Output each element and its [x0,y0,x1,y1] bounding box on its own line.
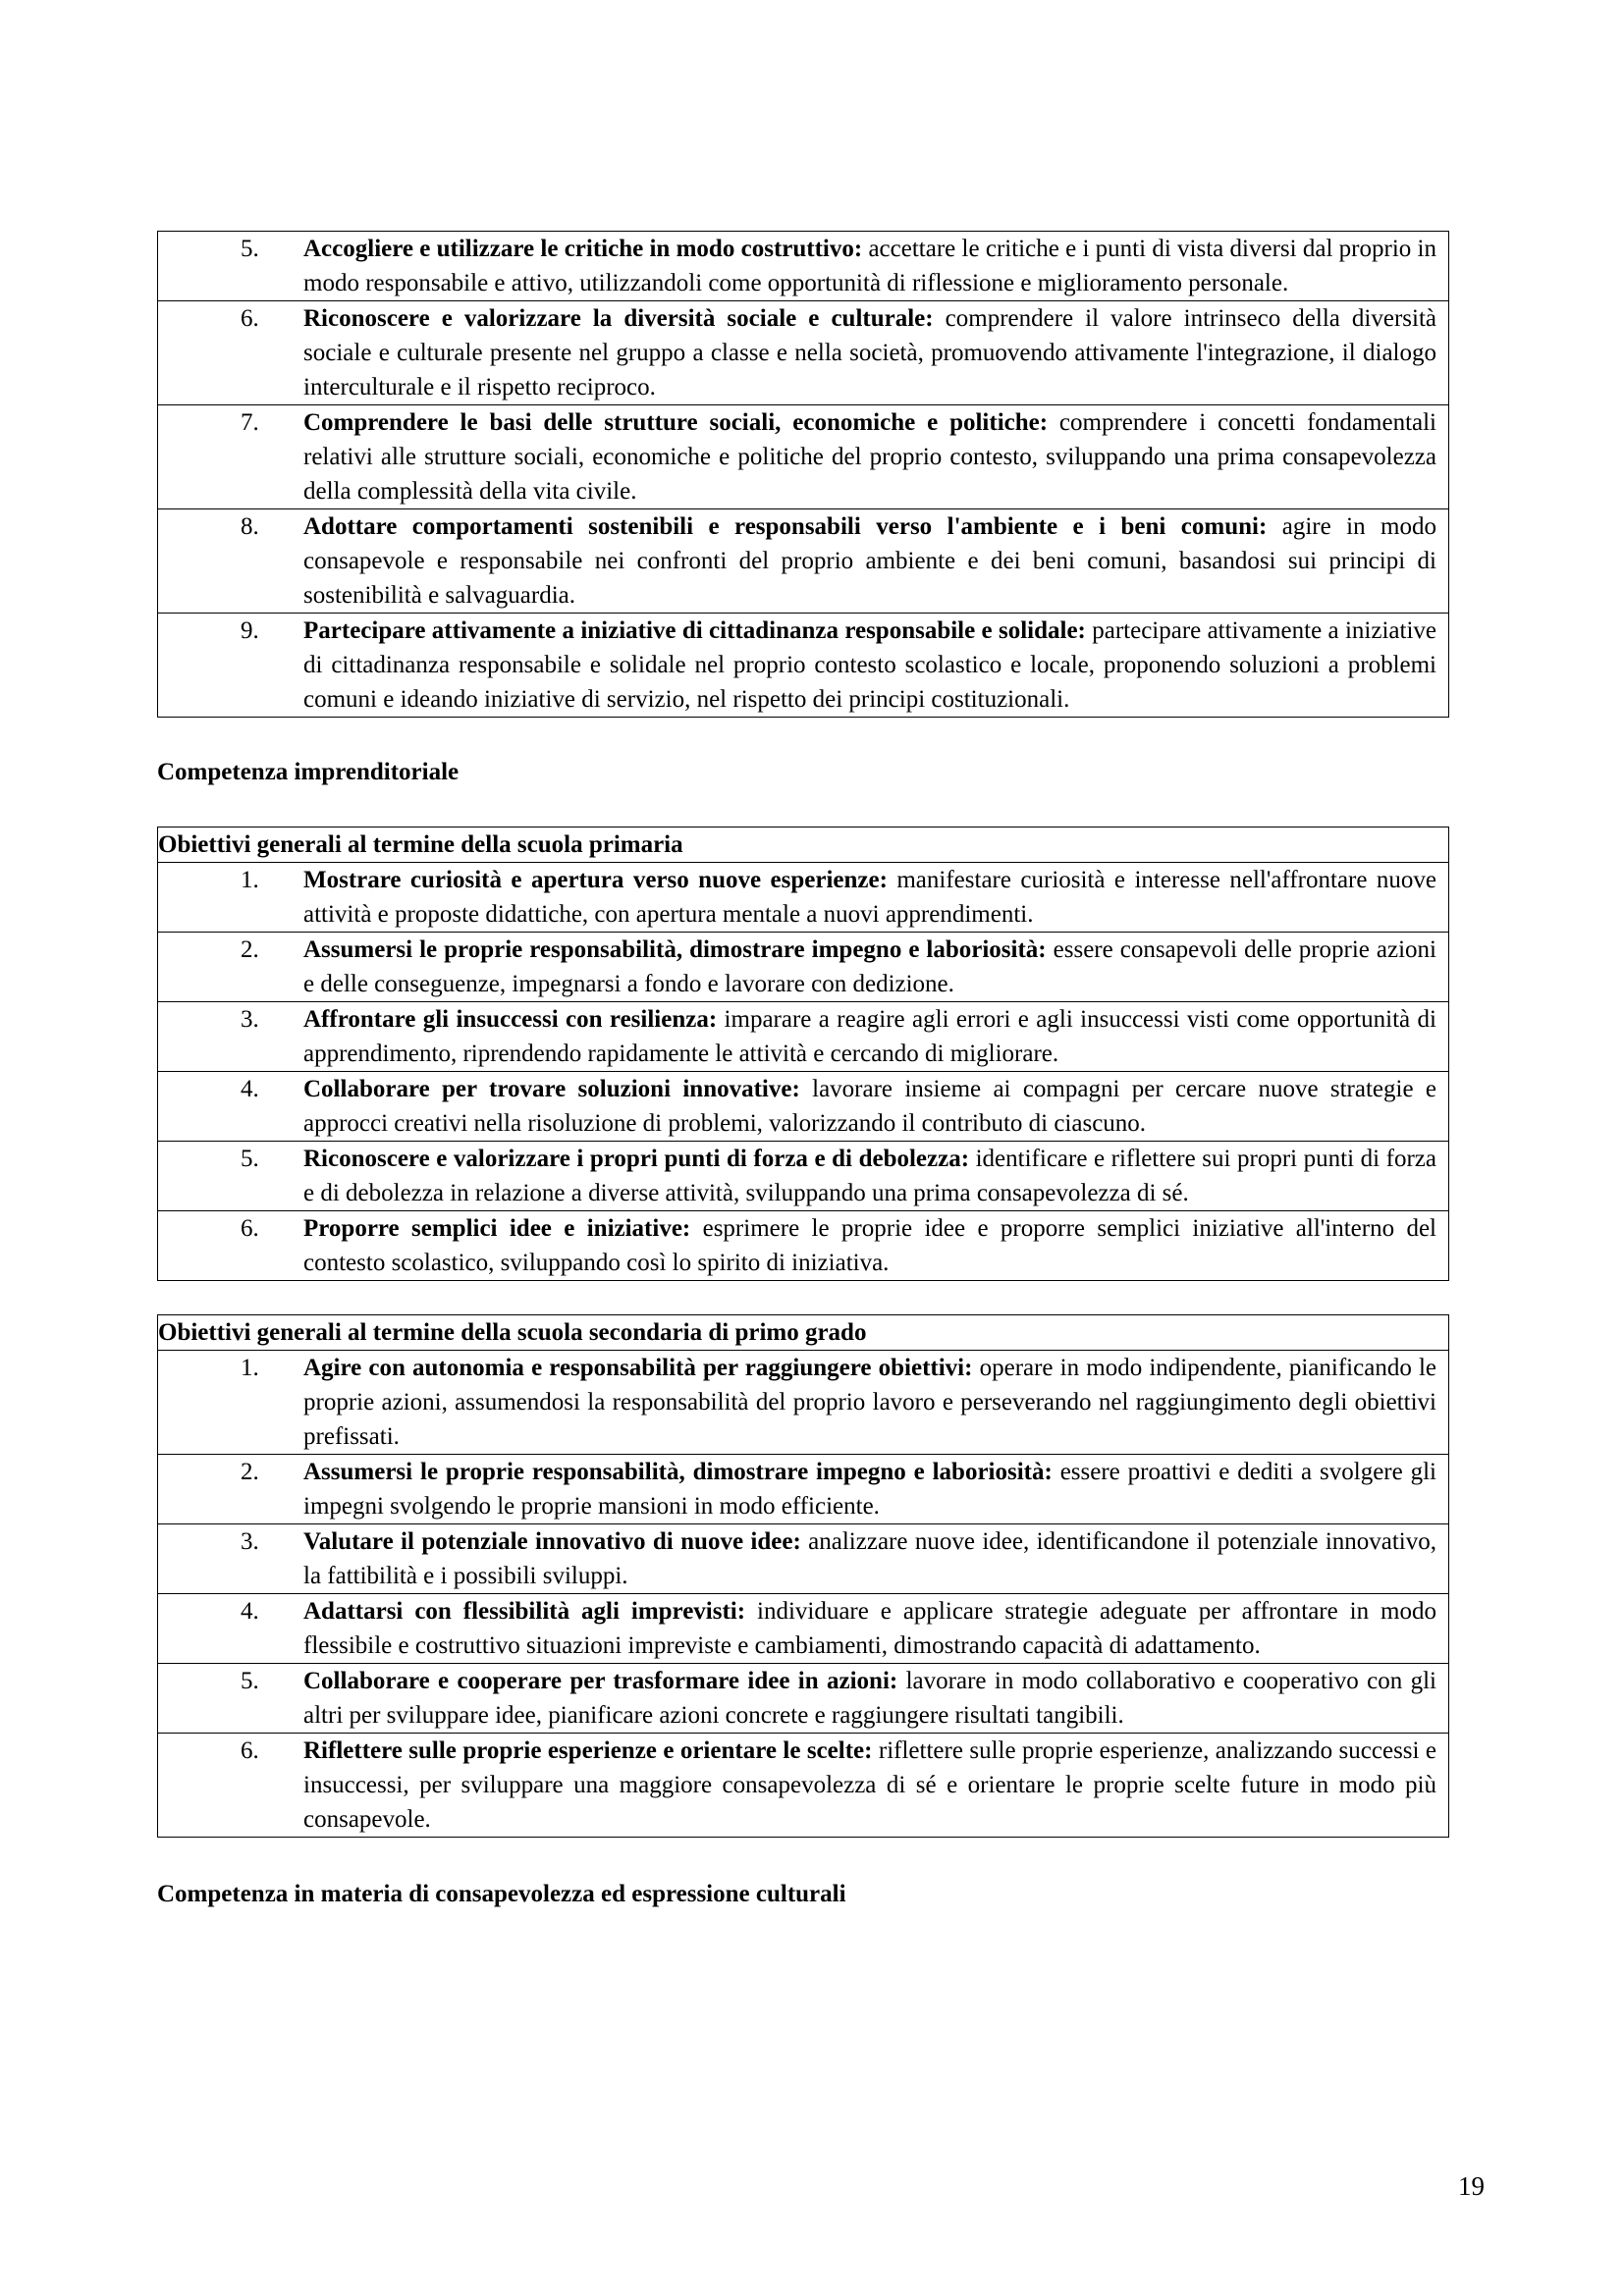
objective-description: analizzare nuove idee, identificandone il potenziale innovativo, la fattibilità e i possibili sviluppi. [303,1528,1436,1589]
table-heading-primary: Obiettivi generali al termine della scuola primaria [158,828,1449,863]
objective-title: Proporre semplici idee e iniziative: [303,1215,691,1242]
objective-row [158,1455,1449,1524]
objective-title: Riflettere sulle proprie esperienze e orientare le scelte: [303,1737,873,1764]
section-title-entrepreneurship: Competenza imprenditoriale [157,759,460,785]
objective-number: 5. [241,1146,259,1172]
objective-description: accettare le critiche e i punti di vista diversi dal proprio in modo responsabile e attivo, utilizzandoli come opportunità di riflessione e miglioramento personale. [303,236,1436,296]
objective-row [158,1351,1449,1455]
objective-row [158,405,1449,509]
objectives-table-primary [157,827,1449,1281]
objective-row [158,1664,1449,1734]
objective-description: agire in modo consapevole e responsabile nei confronti del proprio ambiente e dei beni comuni, basandosi sui principi di sostenibilità e salvaguardia. [303,513,1436,609]
objective-number: 8. [241,513,259,540]
objective-title: Partecipare attivamente a iniziative di cittadinanza responsabile e solidale: [303,617,1086,644]
objective-item [158,863,1448,932]
objective-row [158,1594,1449,1664]
objective-item [158,614,1448,717]
objective-description: imparare a reagire agli errori e agli insuccessi visti come opportunità di apprendimento, riprendendo rapidamente le attività e cercando di migliorare. [303,1006,1436,1067]
objective-description: riflettere sulle proprie esperienze, analizzando successi e insuccessi, per sviluppare una maggiore consapevolezza di sé e orientare le proprie scelte future in modo più consapevole. [303,1737,1436,1833]
objective-row [158,1524,1449,1594]
page-content [157,231,1449,1911]
objective-item [158,1072,1448,1141]
section-title-cultural-awareness: Competenza in materia di consapevolezza ed espressione culturali [157,1881,846,1907]
objective-number: 6. [241,1737,259,1764]
objective-item [158,1142,1448,1210]
objective-description: lavorare insieme ai compagni per cercare nuove strategie e approcci creativi nella risoluzione di problemi, valorizzando il contributo di ciascuno. [303,1076,1436,1137]
objective-item [158,1524,1448,1593]
objective-title: Adottare comportamenti sostenibili e responsabili verso l'ambiente e i beni comuni: [303,513,1268,540]
objective-title: Valutare il potenziale innovativo di nuove idee: [303,1528,801,1555]
objective-row [158,1142,1449,1211]
table-heading-secondary: Obiettivi generali al termine della scuola secondaria di primo grado [158,1315,1449,1351]
objective-title: Adattarsi con flessibilità agli imprevisti: [303,1598,746,1625]
objective-title: Collaborare e cooperare per trasformare idee in azioni: [303,1668,898,1694]
objective-number: 5. [241,1668,259,1694]
objective-description: essere consapevoli delle proprie azioni e delle conseguenze, impegnarsi a fondo e lavorare con dedizione. [303,936,1436,997]
objective-item [158,1734,1448,1837]
objective-number: 2. [241,936,259,963]
objective-description: lavorare in modo collaborativo e cooperativo con gli altri per sviluppare idee, pianificare azioni concrete e raggiungere risultati tangibili. [303,1668,1436,1729]
objective-number: 2. [241,1459,259,1485]
objective-title: Comprendere le basi delle strutture sociali, economiche e politiche: [303,409,1049,436]
objective-row [158,1002,1449,1072]
objective-row [158,614,1449,718]
objective-title: Assumersi le proprie responsabilità, dimostrare impegno e laboriosità: [303,936,1047,963]
objective-description: individuare e applicare strategie adeguate per affrontare in modo flessibile e costruttivo situazioni impreviste e cambiamenti, dimostrando capacità di adattamento. [303,1598,1436,1659]
objective-item [158,232,1448,300]
objective-title: Riconoscere e valorizzare la diversità sociale e culturale: [303,305,934,332]
objective-number: 1. [241,867,259,893]
objective-number: 6. [241,1215,259,1242]
objective-title: Accogliere e utilizzare le critiche in modo costruttivo: [303,236,863,262]
objective-description: partecipare attivamente a iniziative di cittadinanza responsabile e solidale nel proprio contesto scolastico e locale, proponendo soluzioni a problemi comuni e ideando iniziative di servizio, nel rispetto dei principi costituzionali. [303,617,1436,713]
objective-title: Assumersi le proprie responsabilità, dimostrare impegno e laboriosità: [303,1459,1053,1485]
objective-number: 3. [241,1006,259,1033]
objective-number: 9. [241,617,259,644]
objective-row [158,1734,1449,1838]
objective-item [158,301,1448,404]
objective-number: 7. [241,409,259,436]
objective-title: Collaborare per trovare soluzioni innovative: [303,1076,800,1102]
objective-item [158,1664,1448,1733]
objectives-table-secondary [157,1314,1449,1838]
objective-number: 4. [241,1598,259,1625]
objective-item [158,1594,1448,1663]
objective-description: identificare e riflettere sui propri punti di forza e di debolezza in relazione a diverse attività, sviluppando una prima consapevolezza di sé. [303,1146,1436,1206]
objective-description: esprimere le proprie idee e proporre semplici iniziative all'interno del contesto scolastico, sviluppando così lo spirito di iniziativa. [303,1215,1437,1276]
objectives-table-continued [157,231,1449,718]
objective-row [158,232,1449,301]
objective-row [158,863,1449,933]
objective-row [158,1211,1449,1281]
objective-row [158,1072,1449,1142]
objective-number: 1. [241,1355,259,1381]
objective-item [158,405,1448,508]
objective-number: 6. [241,305,259,332]
objective-number: 3. [241,1528,259,1555]
objective-title: Affrontare gli insuccessi con resilienza: [303,1006,718,1033]
objective-item [158,509,1448,613]
objective-row [158,509,1449,614]
objective-item [158,1211,1448,1280]
objective-description: manifestare curiosità e interesse nell'affrontare nuove attività e proposte didattiche, con apertura mentale a nuovi apprendimenti. [303,867,1436,928]
objective-item [158,1455,1448,1523]
objective-title: Mostrare curiosità e apertura verso nuove esperienze: [303,867,888,893]
objective-description: comprendere i concetti fondamentali relativi alle strutture sociali, economiche e politiche del proprio contesto, sviluppando una prima consapevolezza della complessità della vita civile. [303,409,1436,505]
objective-item [158,1351,1448,1454]
objective-row [158,933,1449,1002]
objective-title: Agire con autonomia e responsabilità per raggiungere obiettivi: [303,1355,973,1381]
objective-description: essere proattivi e dediti a svolgere gli impegni svolgendo le proprie mansioni in modo efficiente. [303,1459,1436,1520]
objective-title: Riconoscere e valorizzare i propri punti di forza e di debolezza: [303,1146,970,1172]
objective-description: comprendere il valore intrinseco della diversità sociale e culturale presente nel gruppo a classe e nella società, promuovendo attivamente l'integrazione, il dialogo interculturale e il rispetto reciproco. [303,305,1436,400]
objective-description: operare in modo indipendente, pianificando le proprie azioni, assumendosi la responsabilità del proprio lavoro e perseverando nel raggiungimento degli obiettivi prefissati. [303,1355,1436,1450]
page-number: 19 [1458,2171,1485,2201]
objective-item [158,933,1448,1001]
objective-row [158,301,1449,405]
objective-number: 4. [241,1076,259,1102]
objective-number: 5. [241,236,259,262]
objective-item [158,1002,1448,1071]
